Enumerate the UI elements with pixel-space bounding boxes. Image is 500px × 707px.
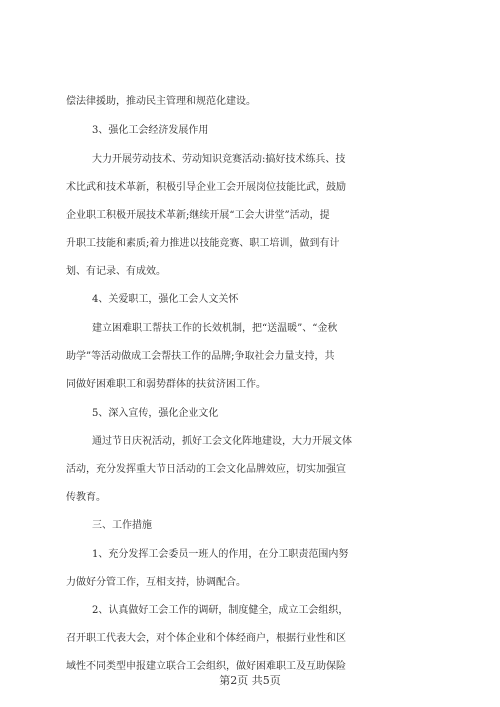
paragraph-line: 升职工技能和素质;着力推进以技能竞赛、职工培训，做到有计: [66, 238, 340, 249]
section-heading: 4、关爱职工，强化工会人文关怀: [92, 294, 239, 305]
paragraph-line: 传教育。: [66, 492, 106, 503]
section-heading: 三、工作措施: [92, 520, 152, 531]
paragraph-line: 通过节日庆祝活动，抓好工会文化阵地建设，大力开展文体: [92, 436, 352, 447]
paragraph-line: 域性不同类型申报建立联合工会组织，做好困难职工及互助保险: [66, 661, 346, 672]
paragraph-line: 术比武和技术革新，积极引导企业工会开展岗位技能比武，鼓励: [66, 182, 346, 193]
paragraph-line: 活动，充分发挥重大节日活动的工会文化品牌效应，切实加强宣: [66, 464, 346, 475]
paragraph-line: 1、充分发挥工会委员一班人的作用，在分工职责范围内努: [92, 549, 349, 560]
paragraph-line: 偿法律援助，推动民主管理和规范化建设。: [66, 96, 256, 107]
paragraph-line: 建立困难职工帮扶工作的长效机制，把“送温暖”、“金秋: [92, 323, 338, 334]
paragraph-line: 大力开展劳动技术、劳动知识竞赛活动:搞好技术练兵、技: [92, 154, 346, 165]
paragraph-line: 划、有记录、有成效。: [66, 266, 166, 277]
paragraph-line: 同做好困难职工和弱势群体的扶贫济困工作。: [66, 379, 266, 390]
paragraph-line: 助学”等活动做成工会帮扶工作的品牌;争取社会力量支持，共: [66, 351, 335, 362]
paragraph-line: 力做好分管工作，互相支持，协调配合。: [66, 577, 246, 588]
section-heading: 5、深入宣传，强化企业文化: [92, 408, 219, 419]
paragraph-line: 企业职工积极开展技术革新;继续开展“工会大讲堂”活动，提: [66, 210, 330, 221]
section-heading: 3、强化工会经济发展作用: [92, 125, 209, 136]
page-number-footer: 第2页 共5页: [219, 674, 281, 687]
paragraph-line: 2、认真做好工会工作的调研，制度健全，成立工会组织，: [92, 605, 349, 616]
paragraph-line: 召开职工代表大会，对个体企业和个体经商户，根据行业性和区: [66, 633, 346, 644]
